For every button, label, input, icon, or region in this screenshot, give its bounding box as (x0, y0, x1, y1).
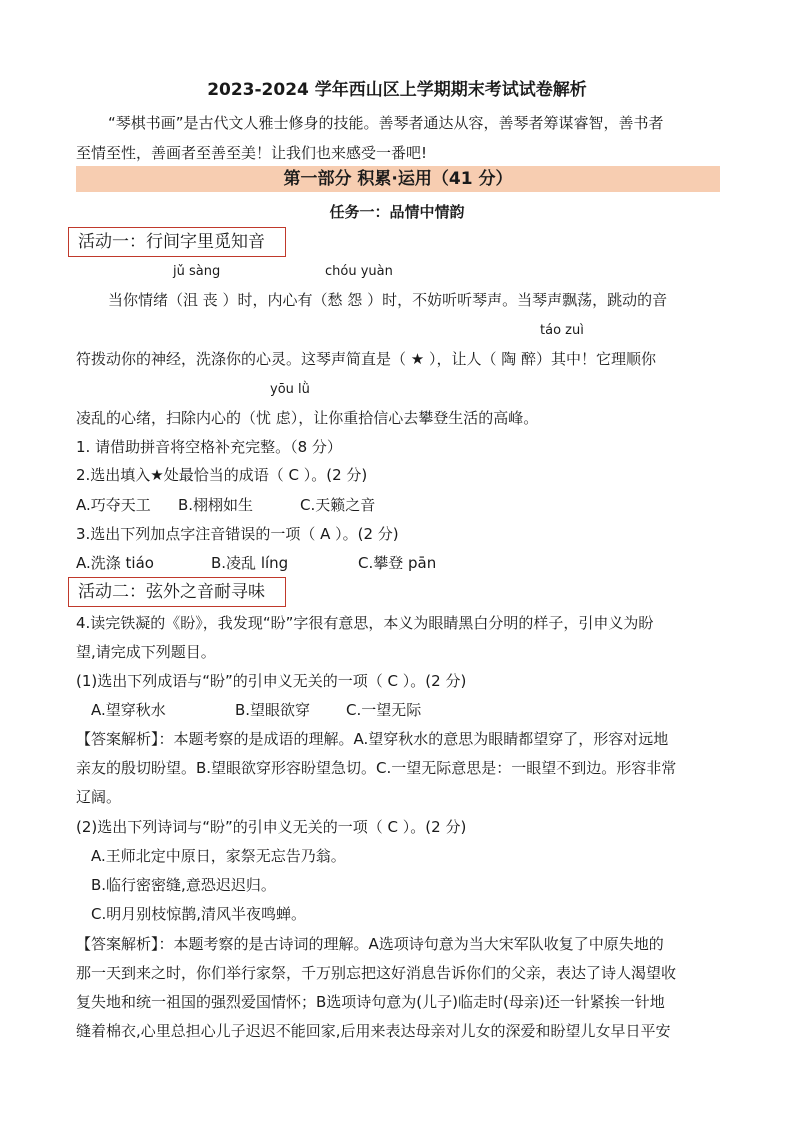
option-a: A.巧夺天工 (76, 496, 151, 514)
task-title: 任务一：品情中情韵 (329, 203, 465, 221)
option-c: C.一望无际 (346, 701, 422, 719)
question-3: 3.选出下列加点字注音错误的一项（ A ）。(2 分) (76, 525, 399, 543)
question-4-line-2: 望,请完成下列题目。 (76, 643, 216, 661)
question-2-options (76, 495, 726, 515)
activity-2-box (68, 577, 286, 607)
activity-2-title: 活动二：弦外之音耐寻味 (78, 582, 265, 602)
question-4-1-options (91, 700, 731, 720)
question-3-options (76, 553, 726, 573)
question-4-2-option-b: B.临行密密缝,意恐迟迟归。 (91, 876, 276, 894)
option-b: B.栩栩如生 (178, 496, 254, 514)
pinyin-jusang: jǔ sàng (173, 264, 221, 279)
question-4-2: (2)选出下列诗词与“盼”的引申义无关的一项（ C ）。(2 分) (76, 818, 467, 836)
analysis-4-1-line-1: 【答案解析】：本题考察的是成语的理解。A.望穿秋水的意思为眼睛都望穿了，形容对远地 (76, 730, 669, 748)
analysis-4-1-line-2: 亲友的殷切盼望。B.望眼欲穿形容盼望急切。C.一望无际意思是：一眼望不到边。形容非常 (76, 759, 677, 777)
passage-line-1: 当你情绪（沮 丧 ）时，内心有（愁 怨 ）时，不妨听听琴声。当琴声飘荡，跳动的音 (108, 291, 668, 309)
analysis-4-2-line-2: 那一天到来之时，你们举行家祭，千万别忘把这好消息告诉你们的父亲，表达了诗人渴望收 (76, 964, 677, 982)
analysis-4-2-line-1: 【答案解析】：本题考察的是古诗词的理解。A选项诗句意为当大宋军队收复了中原失地的 (76, 935, 664, 953)
analysis-4-2-line-4: 缝着棉衣,心里总担心儿子迟迟不能回家,后用来表达母亲对儿女的深爱和盼望儿女早日平安 (76, 1022, 671, 1040)
activity-1-box (68, 227, 286, 257)
pinyin-taozui: táo zuì (540, 323, 584, 338)
question-4-line-1: 4.读完铁凝的《盼》，我发现“盼”字很有意思，本义为眼睛黑白分明的样子，引申义为盼 (76, 614, 654, 632)
question-4-2-option-a: A.王师北定中原日，家祭无忘告乃翁。 (91, 847, 346, 865)
pinyin-chouyuan: chóu yuàn (325, 264, 393, 279)
option-a: A.洗涤 tiáo (76, 554, 154, 572)
question-4-1: (1)选出下列成语与“盼”的引申义无关的一项（ C ）。(2 分) (76, 672, 467, 690)
option-b: B.望眼欲穿 (235, 701, 311, 719)
question-4-2-option-c: C.明月别枝惊鹊,清风半夜鸣蝉。 (91, 905, 307, 923)
option-c: C.天籁之音 (300, 496, 376, 514)
intro-line-1: “琴棋书画”是古代文人雅士修身的技能。善琴者通达从容，善琴者筹谋睿智，善书者 (108, 114, 664, 132)
question-2: 2.选出填入★处最恰当的成语（ C ）。(2 分) (76, 466, 368, 484)
passage-line-3: 凌乱的心绪，扫除内心的（忧 虑），让你重拾信心去攀登生活的高峰。 (76, 409, 539, 427)
analysis-4-2-line-3: 复失地和统一祖国的强烈爱国情怀；B选项诗句意为(儿子)临走时(母亲)还一针紧挨一针地 (76, 993, 665, 1011)
question-1: 1. 请借助拼音将空格补充完整。（8 分） (76, 438, 342, 456)
option-c: C.攀登 pān (358, 554, 437, 572)
activity-1-title: 活动一：行间字里觅知音 (78, 232, 265, 252)
analysis-4-1-line-3: 辽阔。 (76, 788, 122, 806)
document-title: 2023-2024 学年西山区上学期期末考试试卷解析 (207, 80, 587, 100)
passage-line-2: 符拨动你的神经，洗涤你的心灵。这琴声简直是（ ★ ），让人（ 陶 醉）其中！它理顺你 (76, 350, 657, 368)
pinyin-youlv: yōu lǜ (270, 382, 310, 397)
option-a: A.望穿秋水 (91, 701, 166, 719)
part-banner-text: 第一部分 积累·运用（41 分） (283, 169, 513, 189)
option-b: B.凌乱 líng (211, 554, 289, 572)
intro-line-2: 至情至性，善画者至善至美！让我们也来感受一番吧! (76, 144, 428, 162)
